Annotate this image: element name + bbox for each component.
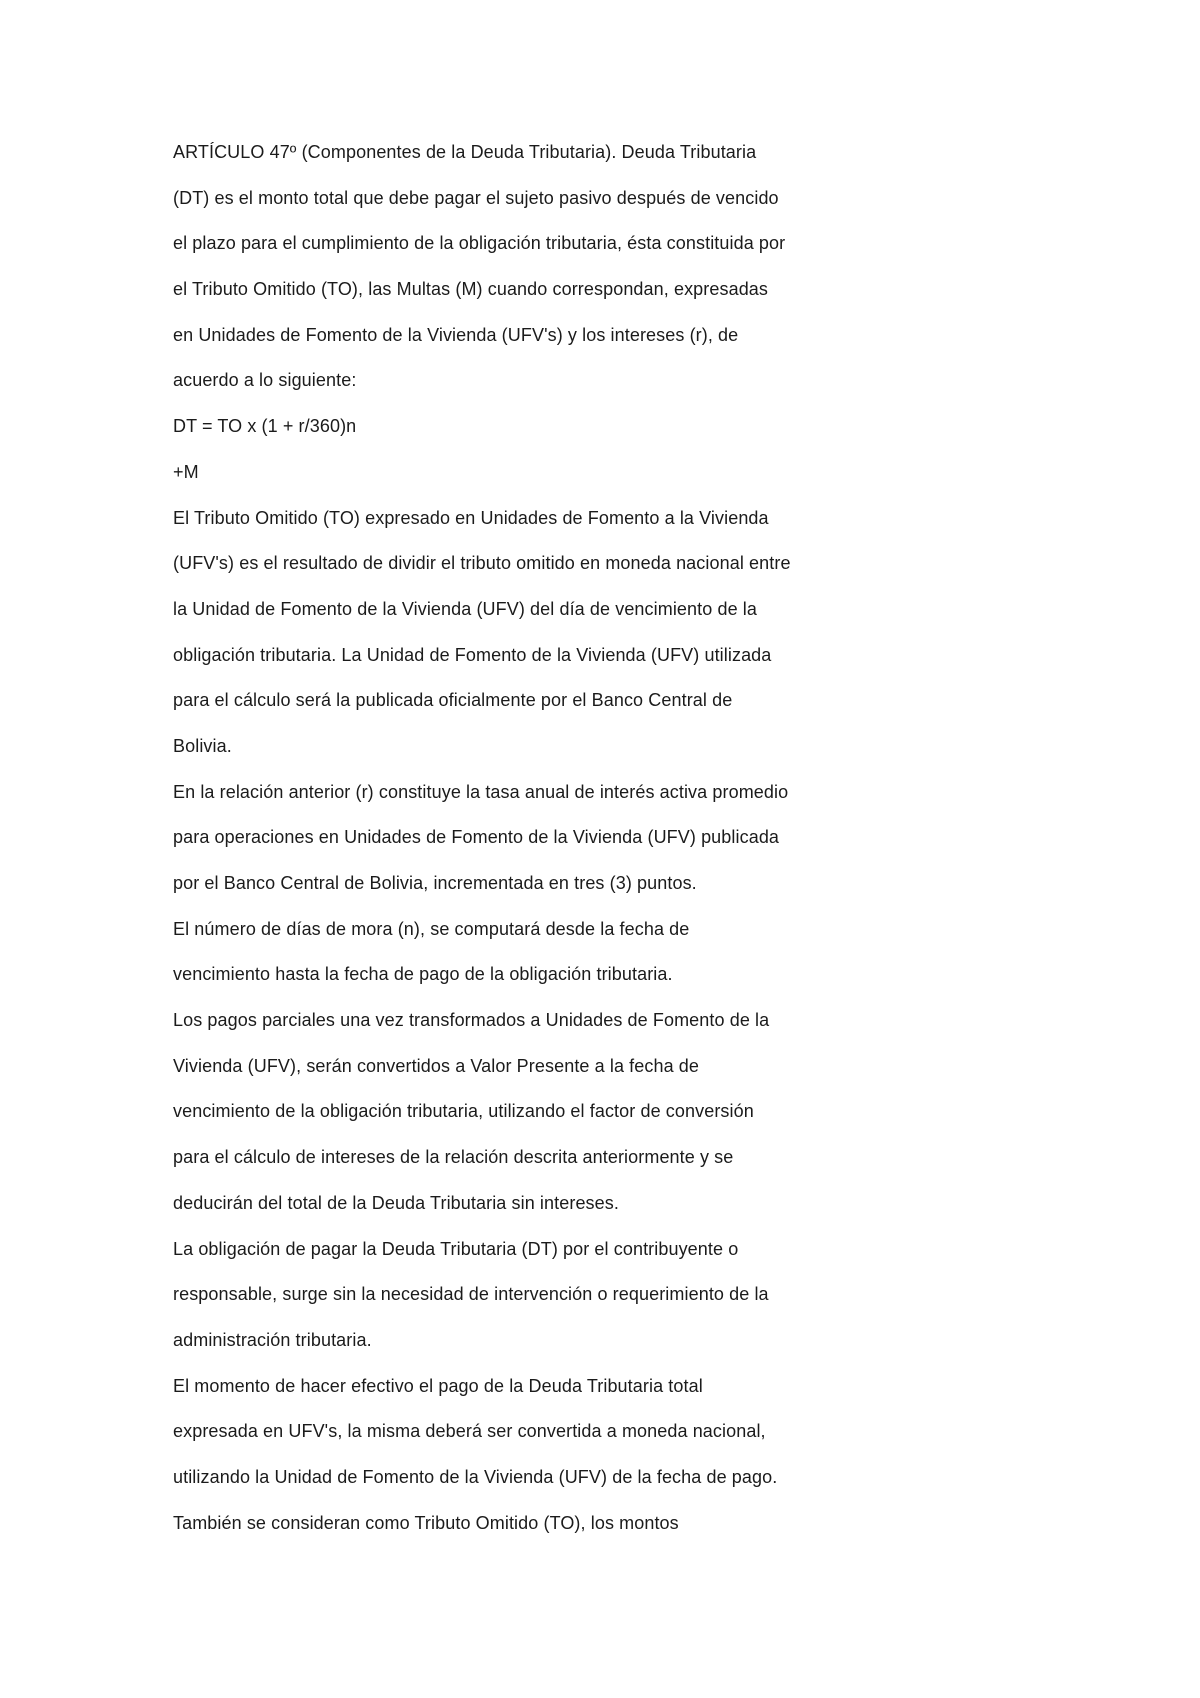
text-line-26: responsable, surge sin la necesidad de intervención o requerimiento de la [173,1284,769,1305]
text-line-18: El número de días de mora (n), se computará desde la fecha de [173,918,690,939]
text-line-15: En la relación anterior (r) constituye la tasa anual de interés activa promedio [173,781,789,802]
text-line-3: el plazo para el cumplimiento de la obligación tributaria, ésta constituida por [173,233,786,254]
text-line-25: La obligación de pagar la Deuda Tributaria (DT) por el contribuyente o [173,1238,739,1259]
text-line-13: para el cálculo será la publicada oficialmente por el Banco Central de [173,690,733,711]
text-line-29: expresada en UFV's, la misma deberá ser convertida a moneda nacional, [173,1421,766,1442]
text-line-14: Bolivia. [173,735,232,756]
text-line-16: para operaciones en Unidades de Fomento de la Vivienda (UFV) publicada [173,827,780,848]
text-line-9: El Tributo Omitido (TO) expresado en Unidades de Fomento a la Vivienda [173,507,769,528]
text-line-20: Los pagos parciales una vez transformados a Unidades de Fomento de la [173,1010,770,1031]
text-line-30: utilizando la Unidad de Fomento de la Vivienda (UFV) de la fecha de pago. [173,1466,778,1487]
text-line-31: También se consideran como Tributo Omitido (TO), los montos [173,1512,679,1533]
text-line-17: por el Banco Central de Bolivia, incrementada en tres (3) puntos. [173,873,697,893]
text-line-19: vencimiento hasta la fecha de pago de la obligación tributaria. [173,964,673,985]
text-line-28: El momento de hacer efectivo el pago de la Deuda Tributaria total [173,1375,703,1396]
text-line-6: acuerdo a lo siguiente: [173,370,357,391]
formula-line-1: DT = TO x (1 + r/360)n [173,416,357,437]
text-line-22: vencimiento de la obligación tributaria, utilizando el factor de conversión [173,1101,754,1122]
text-line-10: (UFV's) es el resultado de dividir el tributo omitido en moneda nacional entre [173,553,791,574]
text-line-1: ARTÍCULO 47º (Componentes de la Deuda Tributaria). Deuda Tributaria [173,142,757,162]
text-line-21: Vivienda (UFV), serán convertidos a Valor Presente a la fecha de [173,1055,700,1076]
text-line-2: (DT) es el monto total que debe pagar el sujeto pasivo después de vencido [173,187,779,208]
text-line-4: el Tributo Omitido (TO), las Multas (M) cuando correspondan, expresadas [173,279,769,300]
text-line-5: en Unidades de Fomento de la Vivienda (UFV's) y los intereses (r), de [173,324,739,345]
article-body [173,143,1073,1559]
text-line-23: para el cálculo de intereses de la relación descrita anteriormente y se [173,1147,734,1168]
formula-line-2: +M [173,461,199,482]
text-line-27: administración tributaria. [173,1329,372,1350]
text-line-12: obligación tributaria. La Unidad de Fomento de la Vivienda (UFV) utilizada [173,644,772,665]
text-line-24: deducirán del total de la Deuda Tributaria sin intereses. [173,1192,619,1213]
text-line-11: la Unidad de Fomento de la Vivienda (UFV) del día de vencimiento de la [173,598,758,619]
